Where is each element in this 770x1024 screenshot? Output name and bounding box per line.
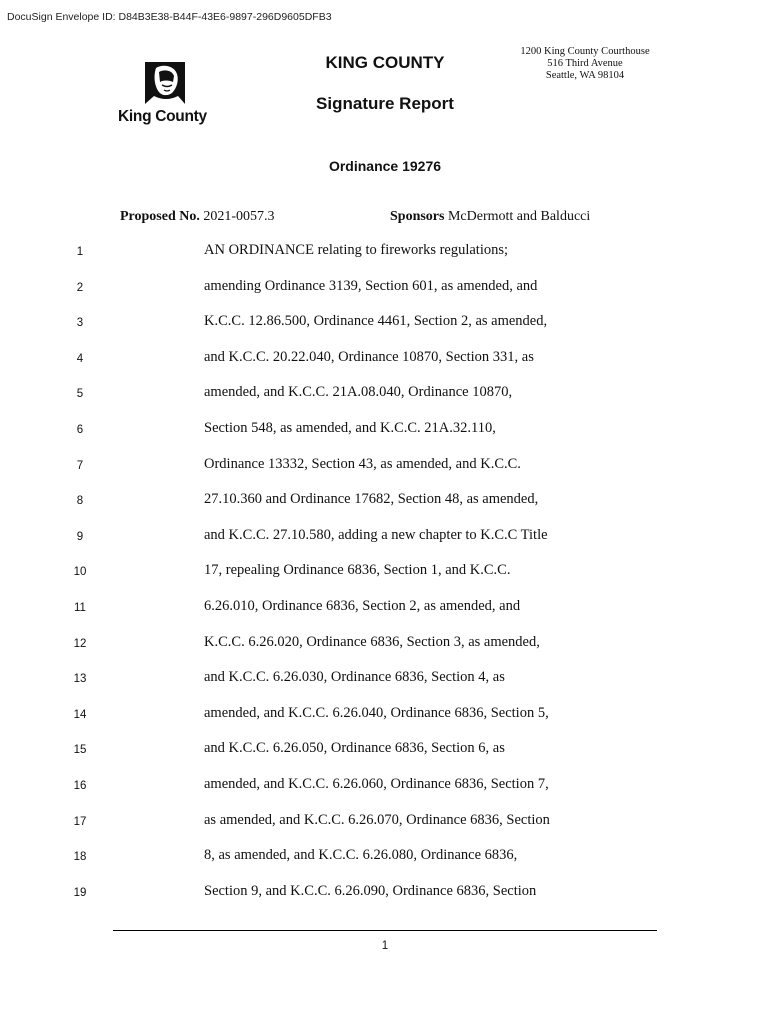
line-text: and K.C.C. 6.26.030, Ordinance 6836, Section 4, as — [204, 669, 505, 686]
line-number: 1 — [76, 246, 84, 258]
line-text: K.C.C. 6.26.020, Ordinance 6836, Section 3, as amended, — [204, 633, 540, 650]
numbered-line — [0, 382, 770, 418]
address-line: 516 Third Avenue — [547, 58, 623, 69]
line-number: 13 — [73, 673, 87, 686]
numbered-line — [0, 311, 770, 347]
line-text: AN ORDINANCE relating to fireworks regulations; — [204, 242, 509, 258]
line-number: 3 — [76, 317, 84, 330]
line-number: 12 — [73, 637, 87, 650]
line-number: 7 — [76, 459, 84, 472]
line-number: 14 — [73, 708, 87, 721]
line-text: amended, and K.C.C. 6.26.060, Ordinance 6836, Section 7, — [204, 775, 549, 792]
line-number: 2 — [76, 281, 84, 294]
numbered-line — [0, 347, 770, 383]
numbered-line — [0, 560, 770, 596]
numbered-line — [0, 810, 770, 846]
address-line: Seattle, WA 98104 — [545, 70, 625, 81]
line-text: and K.C.C. 20.22.040, Ordinance 10870, Section 331, as — [204, 348, 534, 365]
page-number: 1 — [381, 940, 389, 952]
sponsors-value: McDermott and Balducci — [447, 209, 591, 224]
numbered-line — [0, 845, 770, 881]
numbered-line — [0, 738, 770, 774]
line-text: and K.C.C. 27.10.580, adding a new chapter to K.C.C Title — [204, 526, 548, 543]
ordinance-lines — [0, 240, 770, 916]
line-number: 6 — [76, 423, 84, 436]
line-text: 27.10.360 and Ordinance 17682, Section 48, as amended, — [204, 491, 539, 508]
line-text: Section 9, and K.C.C. 6.26.090, Ordinance 6836, Section — [204, 882, 537, 899]
county-title: KING COUNTY — [325, 53, 445, 72]
sponsors-label: Sponsors — [390, 209, 445, 224]
logo-text: King County — [118, 108, 207, 125]
line-text: 6.26.010, Ordinance 6836, Section 2, as amended, and — [204, 597, 521, 614]
line-text: amended, and K.C.C. 6.26.040, Ordinance 6836, Section 5, — [204, 704, 549, 721]
line-text: K.C.C. 12.86.500, Ordinance 4461, Section 2, as amended, — [204, 313, 548, 330]
numbered-line — [0, 881, 770, 917]
line-text: Section 548, as amended, and K.C.C. 21A.32.110, — [204, 419, 496, 436]
line-number: 9 — [76, 530, 84, 543]
proposed-value: 2021-0057.3 — [203, 209, 275, 224]
line-number: 5 — [76, 388, 84, 401]
numbered-line — [0, 703, 770, 739]
numbered-line — [0, 525, 770, 561]
line-number: 8 — [76, 495, 84, 508]
line-number: 17 — [73, 815, 87, 828]
proposed-number — [120, 209, 275, 225]
line-text: 17, repealing Ordinance 6836, Section 1, and K.C.C. — [204, 562, 511, 579]
numbered-line — [0, 667, 770, 703]
line-number: 4 — [76, 352, 84, 365]
numbered-line — [0, 596, 770, 632]
numbered-line — [0, 240, 770, 276]
line-number: 11 — [74, 601, 86, 614]
numbered-line — [0, 454, 770, 490]
sponsors — [390, 209, 590, 225]
line-text: amended, and K.C.C. 21A.08.040, Ordinance 10870, — [204, 384, 513, 401]
line-text: Ordinance 13332, Section 43, as amended, and K.C.C. — [204, 455, 521, 472]
numbered-line — [0, 489, 770, 525]
line-text: 8, as amended, and K.C.C. 6.26.080, Ordinance 6836, — [204, 847, 518, 864]
numbered-line — [0, 774, 770, 810]
numbered-line — [0, 276, 770, 312]
numbered-line — [0, 632, 770, 668]
line-number: 16 — [73, 779, 87, 792]
line-number: 10 — [73, 566, 87, 579]
ordinance-title: Ordinance 19276 — [328, 158, 442, 174]
report-title: Signature Report — [316, 94, 454, 113]
line-text: amending Ordinance 3139, Section 601, as amended, and — [204, 277, 538, 294]
numbered-line — [0, 418, 770, 454]
docusign-envelope-id: DocuSign Envelope ID: D84B3E38-B44F-43E6-9897-296D9605DFB3 — [7, 11, 332, 23]
line-number: 18 — [73, 851, 87, 864]
line-number: 15 — [73, 744, 87, 757]
line-text: as amended, and K.C.C. 6.26.070, Ordinance 6836, Section — [204, 811, 550, 828]
footer-divider — [113, 930, 657, 931]
proposed-label: Proposed No. — [120, 209, 200, 224]
line-text: and K.C.C. 6.26.050, Ordinance 6836, Section 6, as — [204, 740, 505, 757]
courthouse-address — [510, 46, 660, 82]
address-line: 1200 King County Courthouse — [520, 46, 650, 57]
line-number: 19 — [73, 886, 87, 899]
